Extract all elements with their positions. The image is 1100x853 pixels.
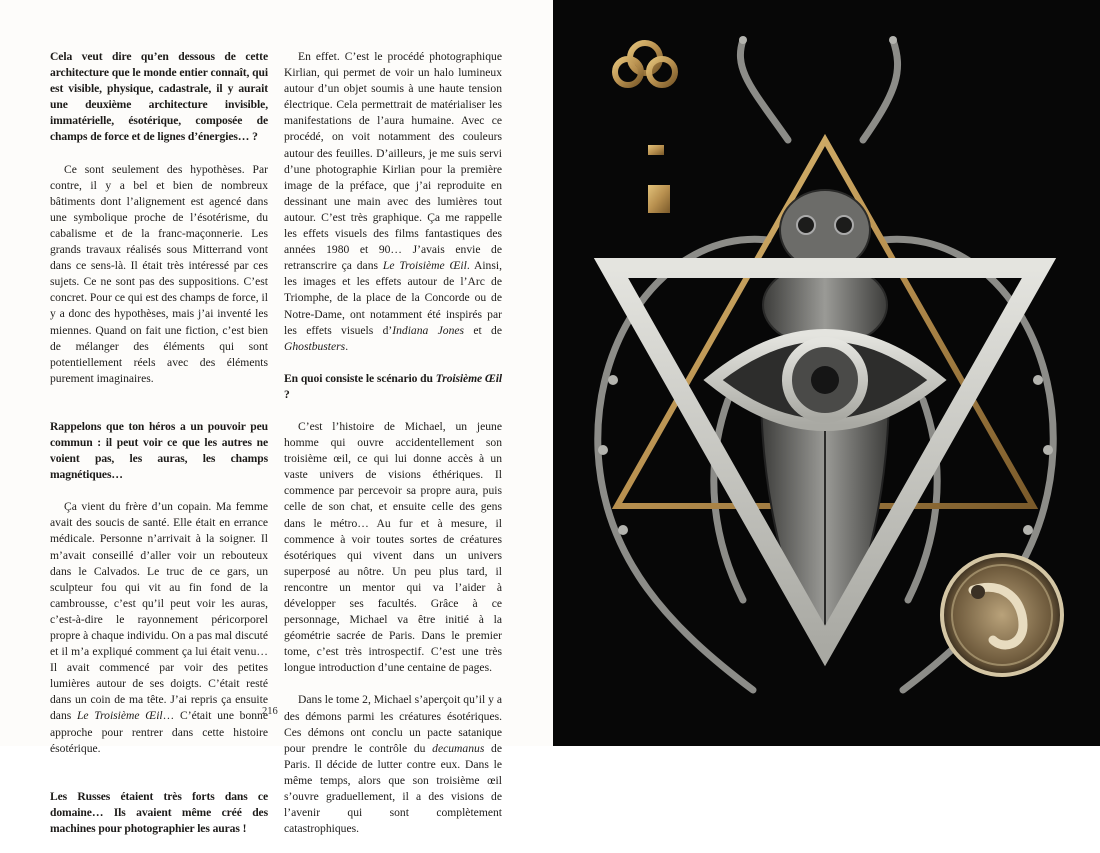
text-column-left	[50, 49, 268, 853]
film-title: Ghostbusters	[284, 339, 346, 353]
answer-text: .	[345, 339, 349, 353]
interview-answer	[50, 499, 268, 757]
answer-text: En effet. C’est le procédé photographique Kirlian, qui permet de voir un halo lumineux autour d’un objet soumis à une haute tension électrique. Cela permettrait de matérialiser les manifestations de l’aura humaine. Avec ce procédé, on voit notamment des couleurs autour des feuilles. D’ailleurs, je me suis servi d’une photographie Kirlian pour la première image de la préface, que j’ai reproduite en dessinant une main avec des lumières tout autour. C’est très graphique. Ça me rappelle les effets visuels des films fantastiques des années 1980 et 90… J’avais envie de retranscrire ça dans	[284, 50, 502, 273]
illustration-page	[553, 0, 1100, 746]
film-title: Indiana Jones	[392, 323, 465, 337]
interview-question: Rappelons que ton héros a un pouvoir peu commun : il peut voir ce que les autres ne voient pas, les auras, les champs magnétiques…	[50, 419, 268, 482]
eye	[713, 335, 937, 425]
latin-term: decumanus	[432, 741, 485, 755]
answer-text: et de	[464, 323, 502, 337]
answer-text: Dans le tome 2, Michael s’aperçoit qu’il y a des démons parmi les créatures ésotériques. Ces démons ont conclu un pacte satanique pour prendre le contrôle du	[284, 693, 502, 755]
book-title: Le Troisième Œil	[382, 259, 467, 273]
interview-question: Les Russes étaient très forts dans ce domaine… Ils avaient même créé des machines pour photographier les auras !	[50, 789, 268, 835]
book-title: Le Troisième Œil	[76, 709, 163, 723]
answer-text: de Paris. Il décide de lutter contre eux. Dans le même temps, alors que son troisième œil s’ouvre graduellement, il a des visions de l’avenir qui sont complètement catastrophiques.	[284, 741, 503, 836]
answer-text: … C’était une bonne approche pour rentrer dans cette histoire ésotérique.	[50, 709, 268, 755]
question-text: En quoi consiste le scénario du	[284, 371, 436, 385]
question-text: ?	[284, 387, 290, 401]
answer-text: . Ainsi, les images et les effets autour de l’Arc de Triomphe, de la place de la Concorde ou de Notre-Dame, ont notamment été inspirés par les effets visuels d’	[284, 259, 502, 337]
interview-answer: C’est l’histoire de Michael, un jeune homme qui ouvre accidentellement son troisième œil, ce qui lui donne accès à un vaste univers de visions éthériques. Il commence par percevoir sa propre aura, puis celle de son chat, et ensuite celle des gens dans le métro… Au fur et à mesure, il commence à voir toutes sortes de créatures ésotériques qui vivent dans un univers superposé au nôtre. Un peu plus tard, il rencontre un mentor qui va l’aider à développer ses facultés. Grâce à ce personnage, Michael va être initié à la géométrie sacrée de Paris. Dans le premier tome, c’est très introspectif. C’est une très longue introduction d’une centaine de pages.	[284, 419, 502, 675]
interview-question	[284, 371, 502, 403]
left-page	[0, 0, 553, 836]
interview-question: Cela veut dire qu’en dessous de cette architecture que le monde entier connaît, qui est visible, physique, cadastrale, il y aurait une deuxième architecture invisible, immatérielle, ésotérique, composée de champs de force et de lignes d’énergies… ?	[50, 50, 268, 144]
interview-answer	[284, 49, 502, 355]
page-number: 216	[262, 706, 278, 717]
specimen-dish	[942, 555, 1062, 675]
key-icon	[615, 43, 675, 215]
esoteric-illustration	[553, 0, 1100, 746]
text-column-right	[284, 49, 502, 853]
interview-answer: Ce sont seulement des hypothèses. Par contre, il y a bel et bien de nombreux bâtiments dont l’alignement est agencé dans une symbolique proche de l’ésotérisme, du cabalisme et de la franc-maçonnerie. Les grands travaux réalisés sous Mitterrand vont dans ce sens-là. Il était très intéressé par ces sujets. Ce ne sont pas des suppositions. C’est concret. Pour ce qui est des champs de force, il y a donc des hypothèses, mais j’ai inventé les miennes. Quand on fait une fiction, c’est bien de mélanger des éléments qui sont potentiellement réels avec des éléments purement imaginaires.	[50, 162, 268, 385]
book-title: Troisième Œil	[435, 371, 502, 385]
interview-answer	[284, 692, 502, 837]
answer-text: Ça vient du frère d’un copain. Ma femme avait des soucis de santé. Elle était en errance médicale. Personne n’arrivait à la soigner. Il m’avait conseillé d’aller voir un rebouteux dans le Calvados. Le truc de ce gars, un sculpteur fou qui vit au fin fond de la cambrousse, c’est qu’il peut voir les auras, c’est-à-dire le rayonnement péricorporel propre à chaque individu. On a pas mal discuté et il m’a expliqué comment ça lui était venu… Il avait commencé par voir des petites lumières autour de ses doigts. C’était resté dans un coin de ma tête. J’ai repris ça ensuite dans	[50, 500, 268, 723]
